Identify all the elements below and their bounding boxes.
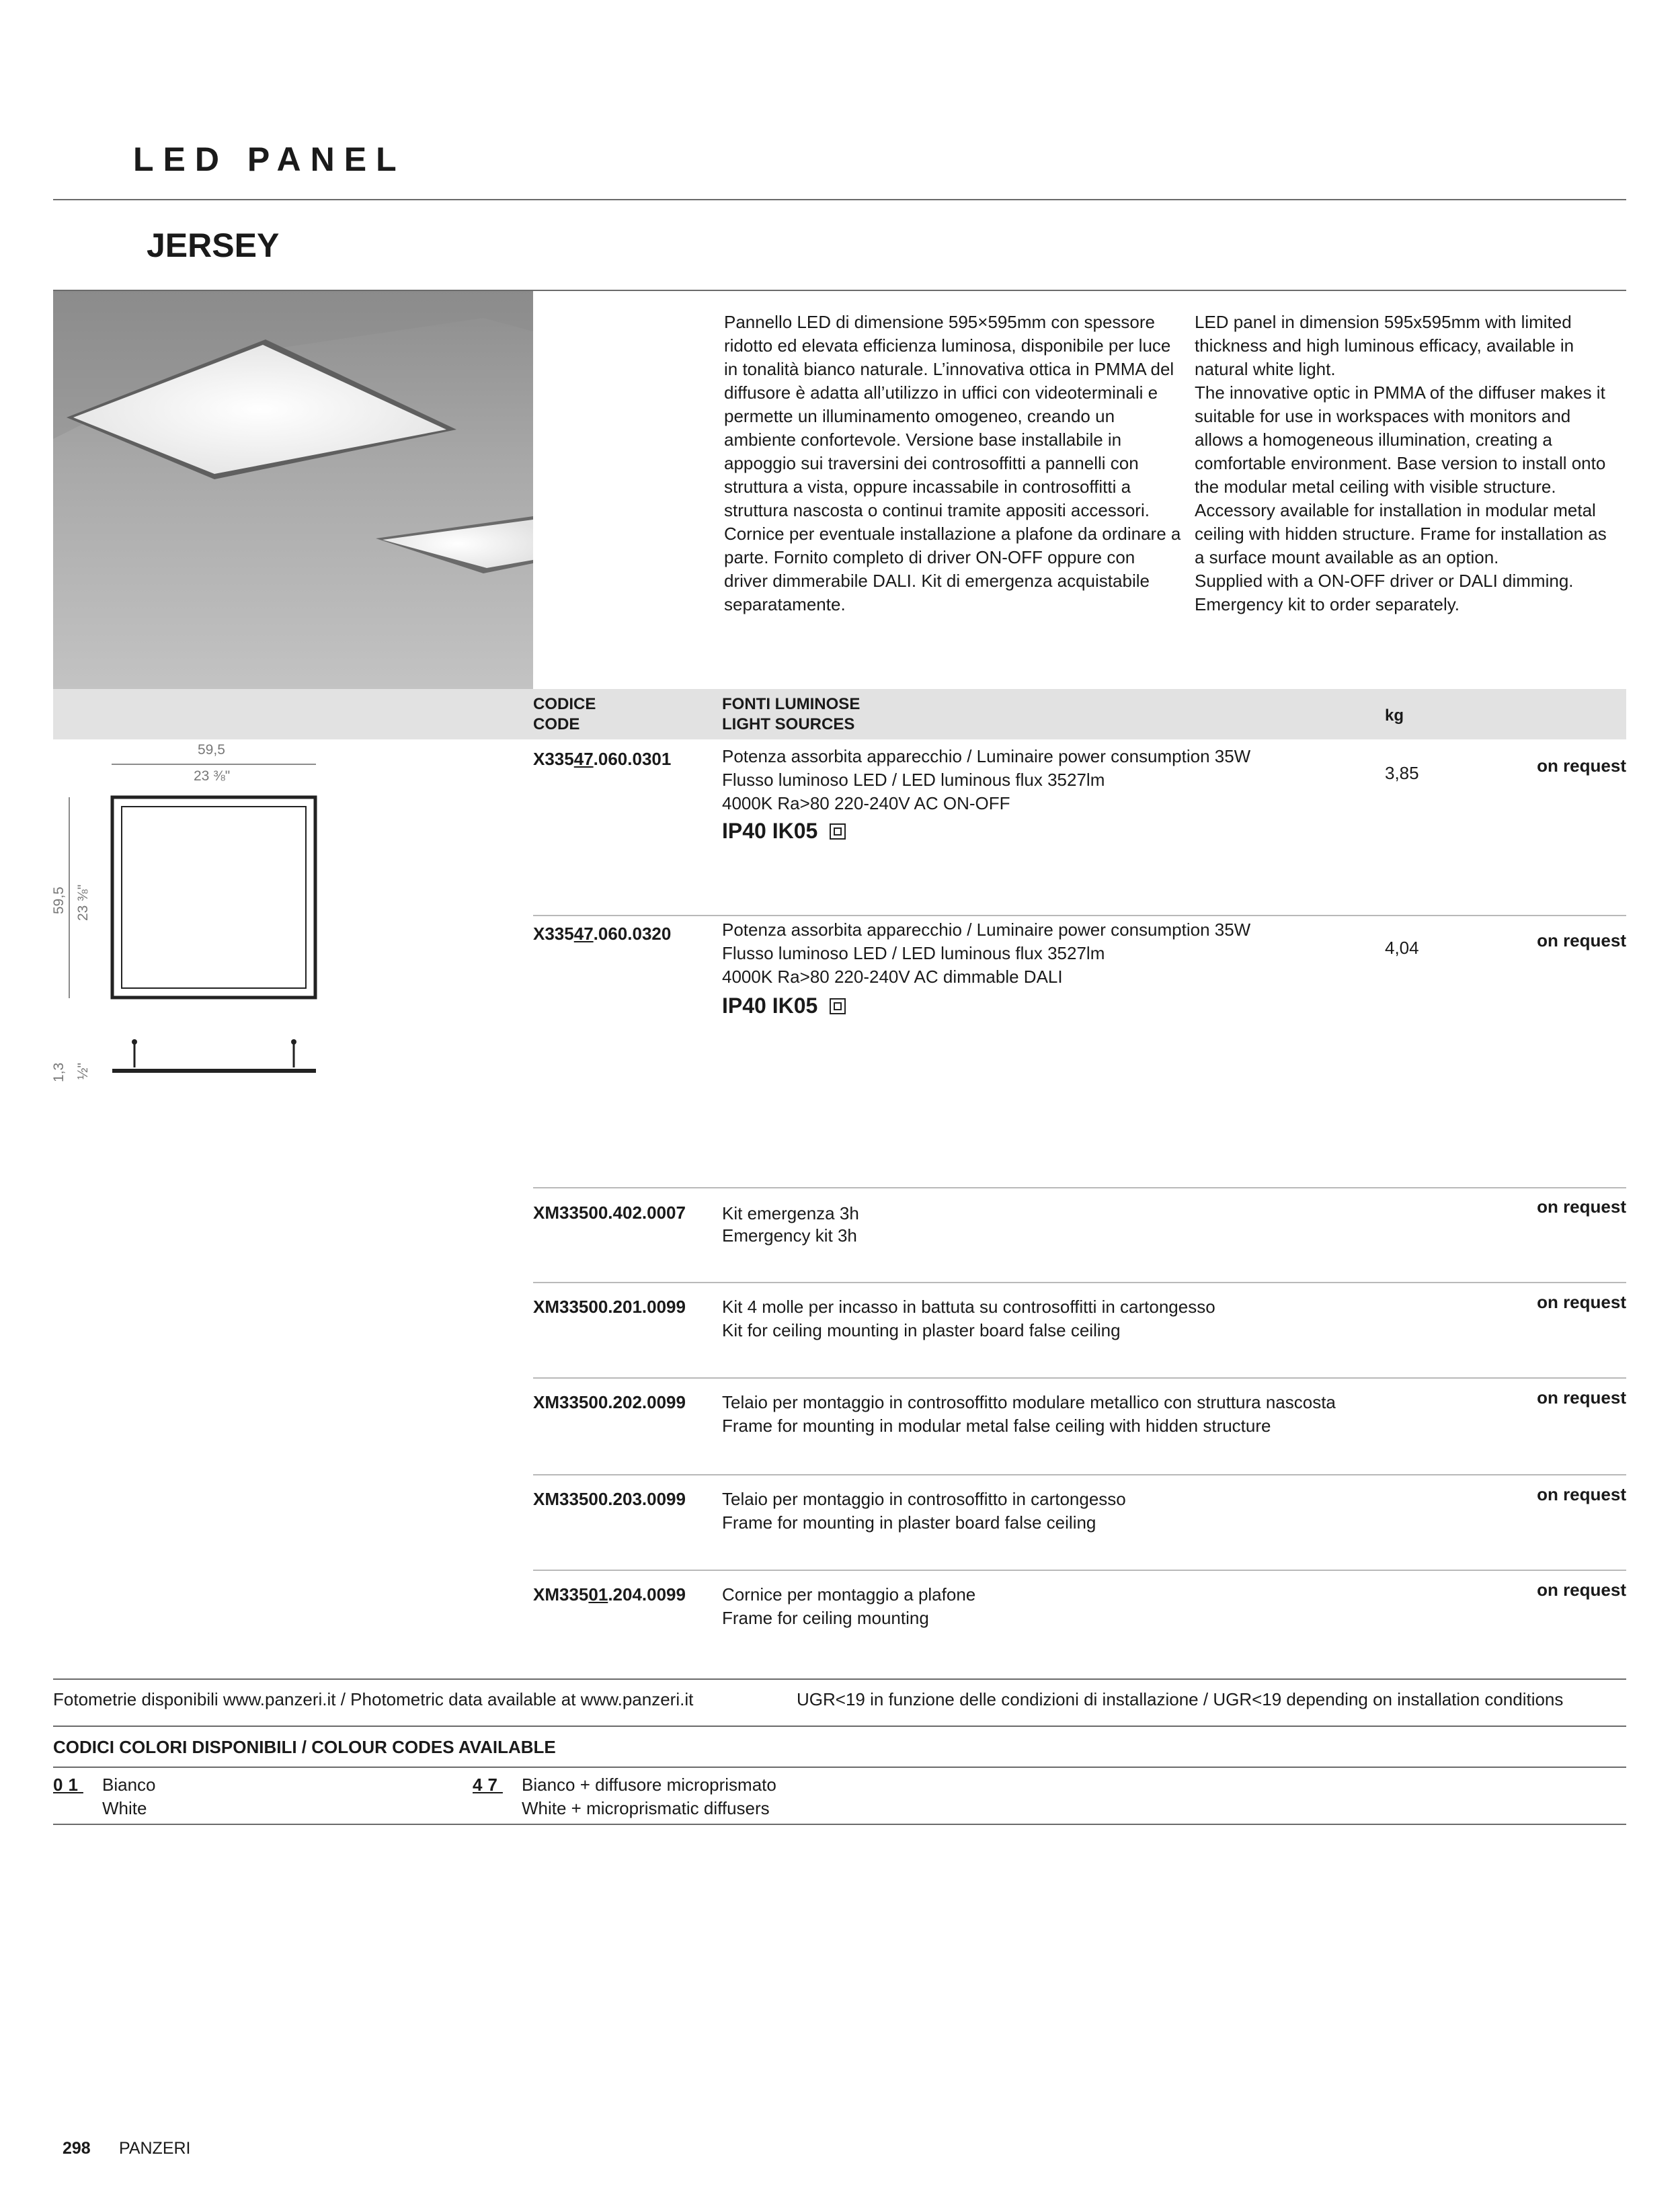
class-ii-icon [830,998,846,1014]
accessory-code: XM33500.201.0099 [533,1297,686,1317]
power-consumption: Potenza assorbita apparecchio / Luminaire power consumption 35W [722,920,1251,940]
code-header-en: CODE [533,715,580,733]
availability: on request [1537,1197,1626,1217]
height-cm: 59,5 [51,887,67,914]
accessory-en: Frame for ceiling mounting [722,1608,929,1628]
weight: 3,85 [1385,763,1419,783]
footer-divider [53,1824,1626,1825]
accessory-en: Frame for mounting in modular metal false ceiling with hidden structure [722,1416,1271,1436]
colour-code: 47 [473,1775,503,1795]
dimension-drawing [40,739,336,1116]
page-number: 298 [63,2139,91,2158]
category-title: LED PANEL [133,140,406,178]
ip-rating [722,819,846,844]
product-code: X33547.060.0301 [533,749,672,769]
sources-header-it: FONTI LUMINOSE [722,695,861,713]
brand-name: PANZERI [119,2139,191,2158]
description-english: LED panel in dimension 595x595mm with limited thickness and high luminous efficacy, available in natural white light. The innovative optic in PMMA of the diffuser makes it suitable for use in workspaces with monitors and allows a homogeneous illumination, creating a comfortable environment. Base version to install onto the modular metal ceiling with visible structure. Accessory available for installation in modular metal ceiling with hidden structure. Frame for installation as a surface mount available as an option. Supplied with a ON-OFF driver or DALI dimming. Emergency kit to order separately. [1195,312,1607,614]
accessory-it: Telaio per montaggio in controsoffitto in cartongesso [722,1489,1126,1509]
accessory-it: Cornice per montaggio a plafone [722,1584,976,1605]
width-cm: 59,5 [198,742,225,758]
colour-codes-title: CODICI COLORI DISPONIBILI / COLOUR CODES AVAILABLE [53,1737,556,1757]
header-divider [53,199,1626,200]
row-divider [533,1570,1626,1571]
luminous-flux: Flusso luminoso LED / LED luminous flux 3527lm [722,770,1105,790]
class-ii-icon [830,823,846,840]
accessory-code: XM33501.204.0099 [533,1584,686,1605]
accessory-code: XM33500.202.0099 [533,1392,686,1412]
specs: 4000K Ra>80 220-240V AC dimmable DALI [722,967,1063,987]
footer-divider [53,1678,1626,1680]
ip-rating-label: IP40 IK05 [722,993,818,1018]
accessory-it: Kit emergenza 3h [722,1203,859,1223]
accessory-it: Telaio per montaggio in controsoffitto modulare metallico con struttura nascosta [722,1392,1336,1412]
row-divider [533,1187,1626,1188]
availability: on request [1537,1484,1626,1504]
power-consumption: Potenza assorbita apparecchio / Luminaire power consumption 35W [722,746,1251,766]
luminous-flux: Flusso luminoso LED / LED luminous flux 3527lm [722,943,1105,963]
availability: on request [1537,1387,1626,1408]
photometric-note: Fotometrie disponibili www.panzeri.it / Photometric data available at www.panzeri.it [53,1689,694,1709]
depth-cm: 1,3 [51,1062,67,1082]
kg-header: kg [1385,706,1404,725]
specs: 4000K Ra>80 220-240V AC ON-OFF [722,793,1010,813]
depth-in: ½" [75,1063,91,1080]
weight: 4,04 [1385,938,1419,958]
row-divider [533,1474,1626,1475]
description-italian: Pannello LED di dimensione 595×595mm con spessore ridotto ed elevata efficienza luminosa, disponibile per luce in tonalità bianco naturale. L’innovativa ottica in PMMA del diffusore è adatta all’utilizzo in uffici con videoterminali e permette un illuminamento omogeneo, creando un ambiente confortevole. Versione base installabile in appoggio sui traversini dei controsoffitti a pannelli con struttura a vista, oppure incassabile in controsoffitti a struttura nascosta o continui tramite appositi accessori. Cornice per eventuale installazione a plafone da ordinare a parte. Fornito completo di driver ON-OFF oppure con driver dimmerabile DALI. Kit di emergenza acquistabile separatamente. [724,312,1181,614]
row-divider [533,1282,1626,1283]
accessory-code: XM33500.402.0007 [533,1203,686,1223]
availability: on request [1537,756,1626,776]
colour-code: 01 [53,1775,83,1795]
accessory-en: Emergency kit 3h [722,1225,857,1246]
colour-name-en: White [102,1798,147,1818]
sources-header-en: LIGHT SOURCES [722,715,855,733]
row-divider [533,915,1626,916]
accessory-en: Frame for mounting in plaster board false ceiling [722,1512,1096,1533]
width-in: 23 ⅜" [194,768,231,784]
ip-rating [722,993,846,1018]
availability: on request [1537,930,1626,950]
availability: on request [1537,1292,1626,1312]
row-divider [533,1377,1626,1379]
footer-divider [53,1726,1626,1727]
footer-divider [53,1767,1626,1768]
ip-rating-label: IP40 IK05 [722,819,818,843]
accessory-code: XM33500.203.0099 [533,1489,686,1509]
availability: on request [1537,1580,1626,1600]
ugr-note: UGR<19 in funzione delle condizioni di installazione / UGR<19 depending on installation conditions [797,1689,1564,1709]
height-in: 23 ⅜" [75,884,91,921]
accessory-it: Kit 4 molle per incasso in battuta su controsoffitti in cartongesso [722,1297,1215,1317]
product-code: X33547.060.0320 [533,924,672,944]
colour-name-it: Bianco [102,1775,156,1795]
colour-name-it: Bianco + diffusore microprismato [522,1775,776,1795]
product-title: JERSEY [147,227,280,264]
colour-name-en: White + microprismatic diffusers [522,1798,770,1818]
code-header-it: CODICE [533,695,596,713]
product-photo [53,291,533,689]
accessory-en: Kit for ceiling mounting in plaster board false ceiling [722,1320,1121,1340]
